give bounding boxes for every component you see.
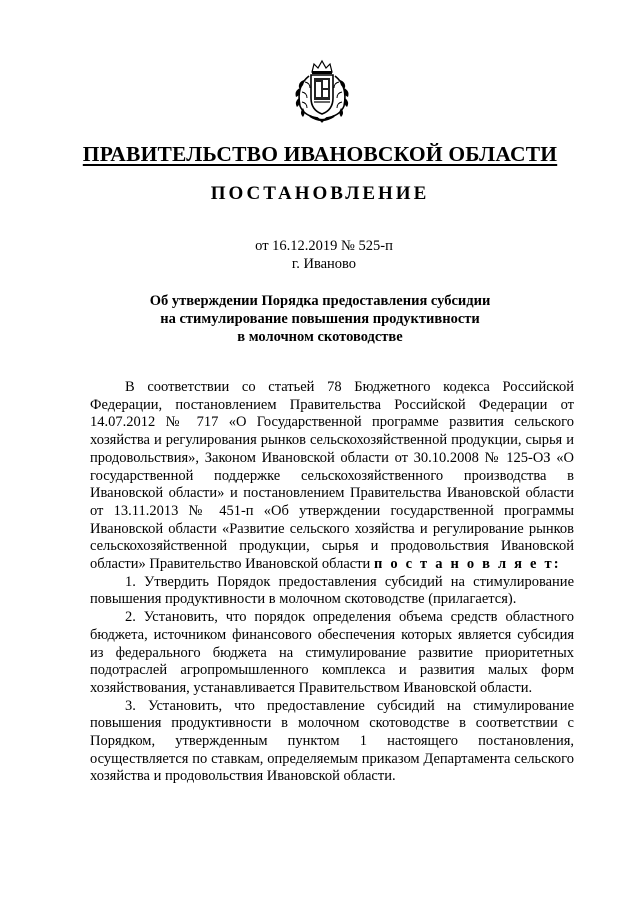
preamble-paragraph — [90, 379, 574, 574]
resolves-word: п о с т а н о в л я е т: — [373, 556, 561, 573]
city: г. Иваново — [291, 256, 357, 272]
government-title: ПРАВИТЕЛЬСТВО ИВАНОВСКОЙ ОБЛАСТИ — [82, 142, 558, 166]
subject-line-2: на стимулирование повышения продуктивности — [160, 311, 480, 327]
subject-line-1: Об утверждении Порядка предоставления субсидии — [149, 293, 491, 309]
item-1-paragraph: 1. Утвердить Порядок предоставления субсидий на стимулирование повышения продуктивности в молочном скотоводстве (прилагается). — [90, 573, 574, 608]
item-3-paragraph: 3. Установить, что предоставление субсидий на стимулирование повышения продуктивности в молочном скотоводстве в соответствии с Порядком, утвержденным пунктом 1 настоящего постановления, осуществляется по ставкам, определяемым приказом Департамента сельского хозяйства и продовольствия Ивановской области. — [90, 697, 574, 785]
document-body — [90, 379, 574, 786]
document-type: ПОСТАНОВЛЕНИЕ — [210, 183, 430, 204]
subject-line-3: в молочном скотоводстве — [237, 329, 403, 345]
item-2-paragraph: 2. Установить, что порядок определения объема средств областного бюджета, источником финансового обеспечения которых является субсидия из федерального бюджета на стимулирование развитие приоритетных подотраслей агропромышленного комплекса и развития малых форм хозяйствования, устанавливается Правительством Ивановской области. — [90, 609, 574, 696]
date-number: от 16.12.2019 № 525-п — [255, 238, 393, 254]
coat-of-arms-icon — [290, 58, 354, 124]
document-subject — [0, 292, 640, 346]
preamble-text: В соответствии со статьей 78 Бюджетного кодекса Российской Федерации, постановлением Правительства Российской Федерации от 14.07.2012 № 717 «О Государственной программе развития сельского хозяйства и регулирования рынков сельскохозяйственной продукции, сырья и продовольствия», Законом Ивановской области от 30.10.2008 № 125-ОЗ «О государственной поддержке сельскохозяйственного производства в Ивановской области» и постановлением Правительства Ивановской области от 13.11.2013 № 451-п «Об утверждении государственной программы Ивановской области «Развитие сельского хозяйства и регулирование рынков сельскохозяйственной продукции, сырья и продовольствия Ивановской области» Правительство Ивановской области — [90, 379, 574, 573]
